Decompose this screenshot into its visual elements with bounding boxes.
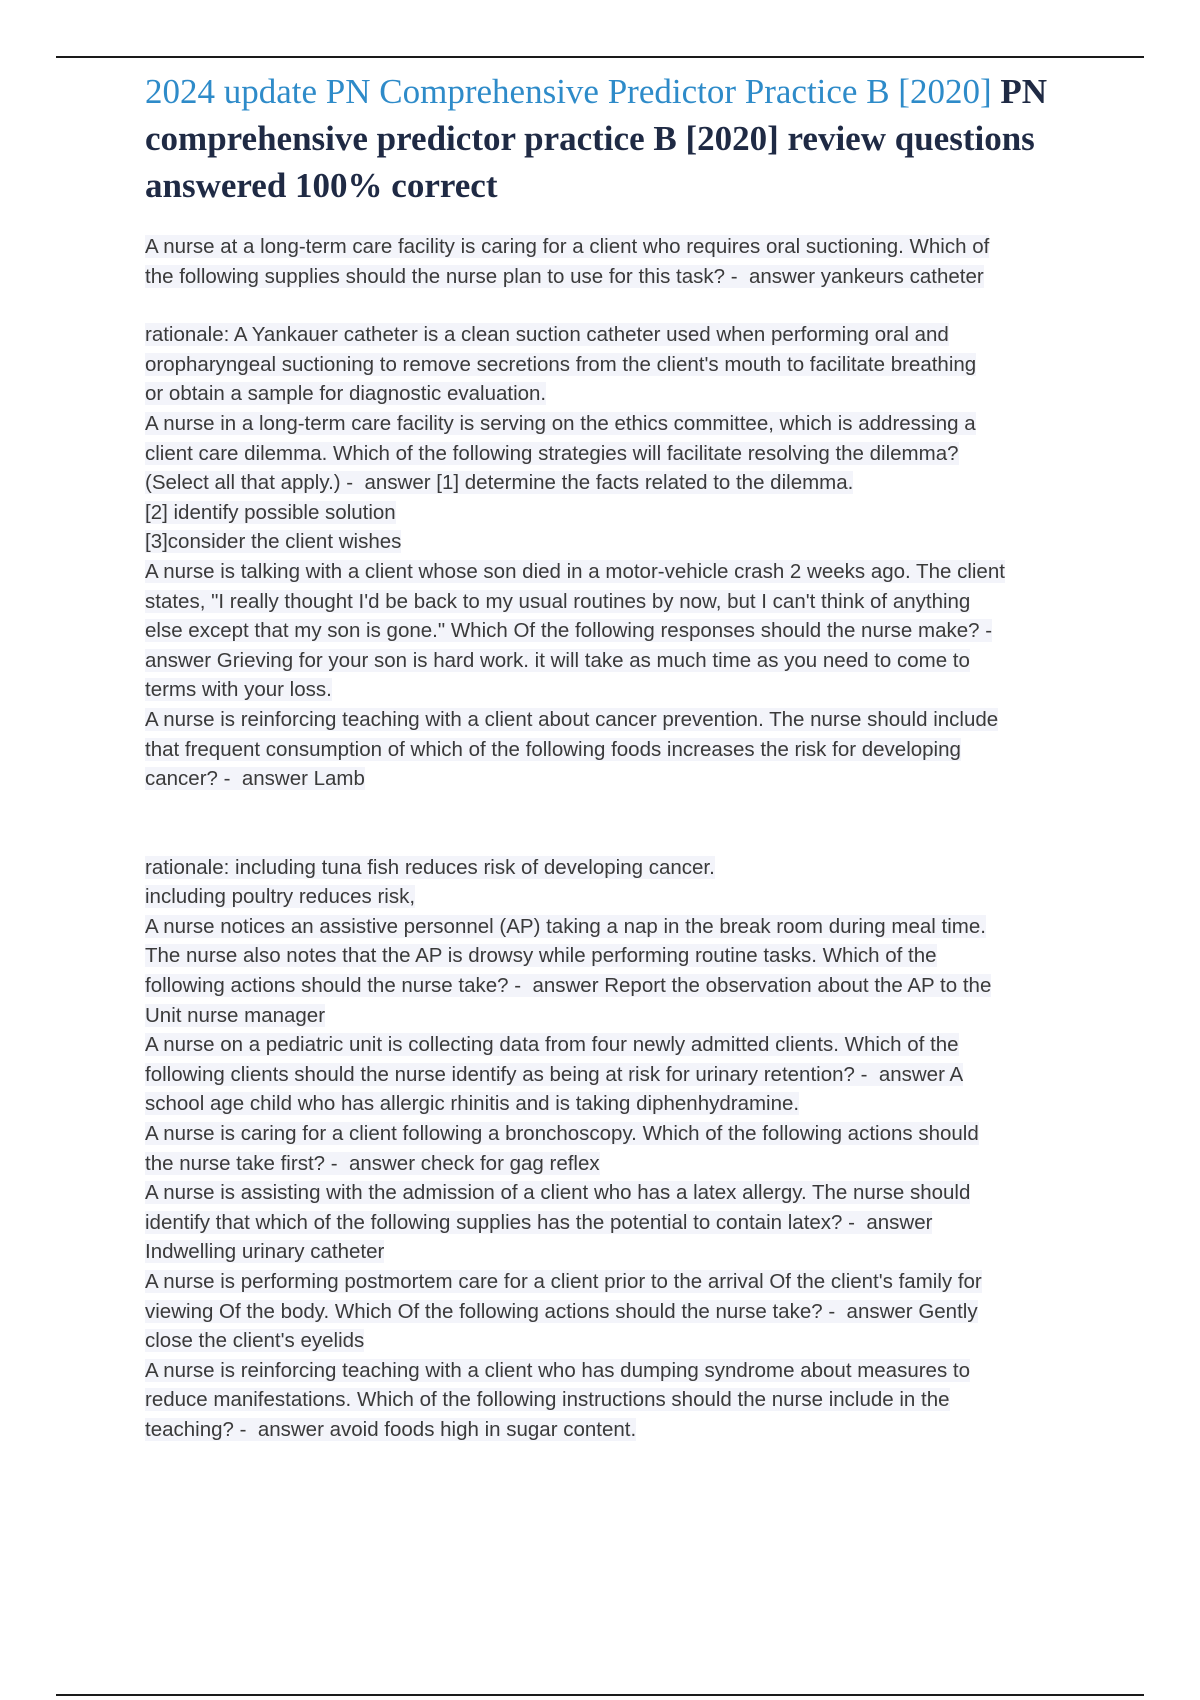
text-line: Indwelling urinary catheter [145,1240,385,1264]
title-bold: PN comprehensive predictor practice B [2020] review questions answered 100% correct [145,72,1048,205]
text-line: school age child who has allergic rhinitis and is taking diphenhydramine. [145,1092,800,1116]
text-line: else except that my son is gone." Which Of the following responses should the nurse make? - [145,619,993,643]
text-line: reduce manifestations. Which of the following instructions should the nurse include in the [145,1388,950,1412]
text-line: the following supplies should the nurse plan to use for this task? - answer yankeurs catheter [145,264,984,288]
text-line: including poultry reduces risk, [145,885,416,909]
text-line: following clients should the nurse identify as being at risk for urinary retention? - answer A [145,1062,964,1086]
text-line: following actions should the nurse take? - answer Report the observation about the AP to the [145,974,992,998]
text-line: states, "I really thought I'd be back to my usual routines by now, but I can't think of anything [145,589,971,613]
title-lead: 2024 update PN Comprehensive Predictor Practice B [2020] [145,72,992,111]
text-line: The nurse also notes that the AP is drowsy while performing routine tasks. Which of the [145,944,937,968]
bottom-rule [56,1694,1144,1696]
text-line: teaching? - answer avoid foods high in sugar content. [145,1417,637,1441]
text-line: A nurse at a long-term care facility is caring for a client who requires oral suctioning. Which of [145,235,990,258]
text-line: A nurse is reinforcing teaching with a client who has dumping syndrome about measures to [145,1358,971,1382]
text-line: Unit nurse manager [145,1003,326,1027]
text-line: oropharyngeal suctioning to remove secretions from the client's mouth to facilitate breathing [145,352,977,376]
document-body [145,232,1090,1445]
text-line: client care dilemma. Which of the following strategies will facilitate resolving the dilemma? [145,441,959,465]
text-line: viewing Of the body. Which Of the following actions should the nurse take? - answer Gently [145,1299,978,1323]
text-line: [2] identify possible solution [145,500,396,524]
text-line: [3]consider the client wishes [145,530,402,554]
text-line: close the client's eyelids [145,1329,365,1353]
text-line: A nurse is caring for a client following a bronchoscopy. Which of the following actions should [145,1122,979,1146]
text-line: rationale: including tuna fish reduces risk of developing cancer. [145,855,715,879]
text-line: cancer? - answer Lamb [145,767,365,791]
text-line: A nurse is assisting with the admission of a client who has a latex allergy. The nurse should [145,1181,971,1205]
text-line: A nurse is talking with a client whose son died in a motor-vehicle crash 2 weeks ago. The client [145,559,1005,583]
document-title [145,68,1090,209]
top-rule [56,56,1144,58]
text-line: (Select all that apply.) - answer [1] determine the facts related to the dilemma. [145,471,854,495]
text-line: A nurse is reinforcing teaching with a client about cancer prevention. The nurse should include [145,707,999,731]
text-line: rationale: A Yankauer catheter is a clean suction catheter used when performing oral and [145,323,949,347]
text-line: identify that which of the following supplies has the potential to contain latex? - answer [145,1210,933,1234]
text-line: terms with your loss. [145,678,332,702]
text-line: answer Grieving for your son is hard work. it will take as much time as you need to come to [145,648,970,672]
text-line: that frequent consumption of which of the following foods increases the risk for developing [145,737,961,761]
text-line: or obtain a sample for diagnostic evaluation. [145,382,547,406]
text-line: A nurse notices an assistive personnel (AP) taking a nap in the break room during meal time. [145,914,986,938]
text-line: the nurse take first? - answer check for gag reflex [145,1151,600,1175]
document-page [145,68,1090,1445]
text-line: A nurse is performing postmortem care for a client prior to the arrival Of the client's family for [145,1270,982,1293]
text-line: A nurse on a pediatric unit is collecting data from four newly admitted clients. Which of the [145,1033,959,1057]
text-line: A nurse in a long-term care facility is serving on the ethics committee, which is addressing a [145,411,976,435]
